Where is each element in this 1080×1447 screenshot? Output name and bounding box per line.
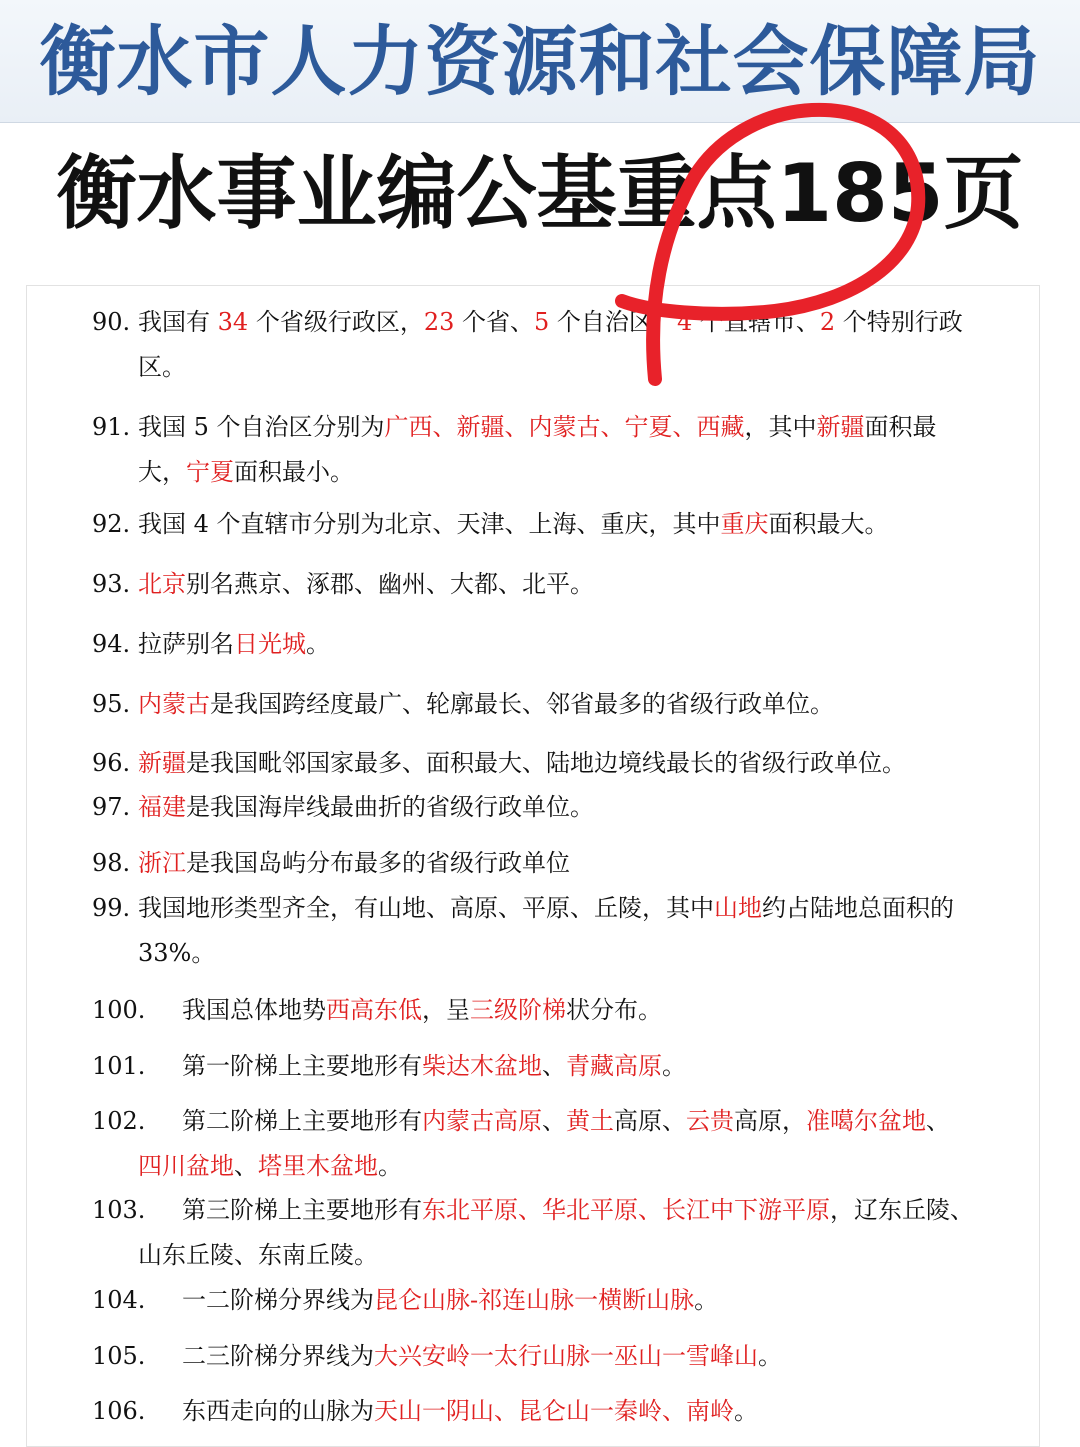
item-text (92, 1188, 1012, 1278)
item-text (92, 785, 1012, 830)
body-text: 我国地形类型齐全，有山地、高原、平原、丘陵，其中 (138, 894, 714, 922)
item-line (138, 502, 1012, 547)
body-text: 我国有 (138, 308, 218, 336)
item-line (92, 1144, 1012, 1189)
body-text: 别名燕京、涿郡、幽州、大都、北平。 (186, 570, 594, 598)
body-text: ，呈 (422, 996, 470, 1024)
item-number: 92. (92, 510, 131, 538)
item-line (138, 622, 1012, 667)
item-line (138, 682, 1012, 727)
list-item (92, 841, 1012, 886)
item-number: 99. (92, 894, 131, 922)
body-text: 。 (662, 1052, 686, 1080)
highlight-text: 内蒙古高原 (422, 1107, 542, 1135)
list-item (92, 1334, 1012, 1379)
item-text (92, 988, 1012, 1033)
body-text: 第二阶梯上主要地形有 (182, 1107, 422, 1135)
body-text: 。 (694, 1286, 719, 1314)
item-number: 97. (92, 793, 131, 821)
list-item (92, 785, 1012, 830)
list-item (92, 1099, 1012, 1189)
list-item (92, 562, 1012, 607)
item-number: 94. (92, 630, 131, 658)
highlight-text: 天山一阴山、昆仑山一秦岭、南岭 (374, 1397, 734, 1425)
body-text: 大， (138, 458, 186, 486)
highlight-text: 内蒙古 (138, 690, 210, 718)
highlight-text: 重庆 (720, 510, 769, 538)
highlight-text: 四川盆地 (138, 1152, 234, 1180)
item-text (92, 1044, 1012, 1089)
item-line (138, 562, 1012, 607)
highlight-text: 广西、新疆、内蒙古、宁夏、西藏 (384, 413, 745, 441)
body-text: 是我国岛屿分布最多的省级行政单位 (186, 849, 570, 877)
item-number: 96. (92, 749, 131, 777)
body-text: 二三阶梯分界线为 (182, 1342, 374, 1370)
item-number: 98. (92, 849, 131, 877)
highlight-text: 青藏高原 (566, 1052, 662, 1080)
highlight-text: 日光城 (234, 630, 306, 658)
agency-name: 衡水市人力资源和社会保障局 (39, 17, 1041, 106)
list-item (92, 1044, 1012, 1089)
item-text (92, 1278, 1012, 1323)
item-line (138, 931, 1012, 976)
body-text: 是我国跨经度最广、轮廓最长、邻省最多的省级行政单位。 (210, 690, 834, 718)
body-text: 我国 4 个直辖市分别为北京、天津、上海、重庆，其中 (138, 510, 721, 538)
item-line (92, 1099, 1012, 1144)
body-text: 、 (542, 1052, 566, 1080)
body-text: 第一阶梯上主要地形有 (182, 1052, 422, 1080)
highlight-text: 北京 (138, 570, 186, 598)
body-text: 、 (234, 1152, 258, 1180)
item-text (92, 886, 1012, 976)
body-text: 高原、 (614, 1107, 686, 1135)
highlight-text: 准噶尔盆地 (806, 1107, 926, 1135)
item-text (92, 405, 1012, 495)
item-number: 103. (92, 1196, 146, 1224)
body-text: 状分布。 (566, 996, 662, 1024)
item-number: 95. (92, 690, 131, 718)
body-text: 是我国海岸线最曲折的省级行政单位。 (186, 793, 594, 821)
list-item (92, 405, 1012, 495)
item-line (92, 1188, 1012, 1233)
body-text: 。 (758, 1342, 782, 1370)
list-item (92, 622, 1012, 667)
item-line (92, 1334, 1012, 1379)
highlight-text: 浙江 (138, 849, 186, 877)
body-text: 第三阶梯上主要地形有 (182, 1196, 422, 1224)
highlight-text: 福建 (138, 793, 186, 821)
item-number: 102. (92, 1107, 146, 1135)
body-text: 个自治区、 (549, 308, 677, 336)
body-text: 。 (734, 1397, 758, 1425)
list-item (92, 988, 1012, 1033)
item-line (92, 1233, 1012, 1278)
item-line (138, 741, 1012, 786)
item-line (92, 1389, 1012, 1434)
body-text: 、 (926, 1107, 950, 1135)
highlight-text: 云贵 (686, 1107, 734, 1135)
highlight-text: 东北平原、华北平原、长江中下游平原 (422, 1196, 830, 1224)
highlight-text: 黄土 (566, 1107, 614, 1135)
body-text: 我国总体地势 (182, 996, 326, 1024)
item-text (92, 502, 1012, 547)
body-text: 是我国毗邻国家最多、面积最大、陆地边境线最长的省级行政单位。 (186, 749, 906, 777)
item-text (92, 562, 1012, 607)
item-text (92, 841, 1012, 886)
highlight-text: 塔里木盆地 (258, 1152, 378, 1180)
item-line (138, 841, 1012, 886)
item-text (92, 741, 1012, 786)
list-item (92, 1278, 1012, 1323)
item-text (92, 682, 1012, 727)
body-text: 我国 5 个自治区分别为 (138, 413, 385, 441)
highlight-text: 宁夏 (186, 458, 234, 486)
body-text: 区。 (138, 353, 186, 381)
list-item (92, 741, 1012, 786)
item-text (92, 1099, 1012, 1189)
item-number: 105. (92, 1342, 146, 1370)
item-number: 101. (92, 1052, 146, 1080)
highlight-text: 23 (423, 308, 455, 336)
item-text (92, 1334, 1012, 1379)
highlight-text: 大兴安岭一太行山脉一巫山一雪峰山 (374, 1342, 758, 1370)
highlight-text: 34 (217, 308, 249, 336)
highlight-text: 新疆 (816, 413, 865, 441)
body-text: 个直辖市、 (692, 308, 820, 336)
item-line (92, 988, 1012, 1033)
list-item (92, 682, 1012, 727)
highlight-text: 4 (676, 308, 693, 336)
highlight-text: 三级阶梯 (470, 996, 566, 1024)
body-text: 约占陆地总面积的 (762, 894, 954, 922)
body-text: 。 (306, 630, 330, 658)
body-text: 山东丘陵、东南丘陵。 (138, 1241, 378, 1269)
item-number: 93. (92, 570, 131, 598)
body-text: 面积最小。 (234, 458, 354, 486)
body-text: 个特别行政 (835, 308, 963, 336)
body-text: ，其中 (744, 413, 817, 441)
item-line (138, 405, 1012, 450)
body-text: 东西走向的山脉为 (182, 1397, 374, 1425)
list-item (92, 502, 1012, 547)
list-item (92, 1389, 1012, 1434)
highlight-text: 2 (819, 308, 836, 336)
body-text: 个省级行政区， (248, 308, 424, 336)
body-text: 拉萨别名 (138, 630, 234, 658)
item-text (92, 1389, 1012, 1434)
body-text: 、 (542, 1107, 566, 1135)
list-item (92, 1188, 1012, 1278)
item-number: 104. (92, 1286, 146, 1314)
highlight-text: 昆仑山脉-祁连山脉一横断山脉 (374, 1286, 695, 1314)
item-line (138, 450, 1012, 495)
highlight-text: 新疆 (138, 749, 186, 777)
item-text (92, 622, 1012, 667)
highlight-text: 山地 (714, 894, 762, 922)
body-text: 高原， (734, 1107, 806, 1135)
highlight-text: 西高东低 (326, 996, 422, 1024)
highlight-text: 柴达木盆地 (422, 1052, 542, 1080)
item-number: 90. (92, 308, 131, 336)
item-number: 91. (92, 413, 131, 441)
body-text: 面积最 (864, 413, 937, 441)
list-item (92, 886, 1012, 976)
item-number: 106. (92, 1397, 146, 1425)
body-text: 。 (378, 1152, 402, 1180)
body-text: 个省、 (454, 308, 535, 336)
red-ink-annotation (600, 96, 940, 396)
item-line (138, 886, 1012, 931)
item-line (92, 1278, 1012, 1323)
body-text: 一二阶梯分界线为 (182, 1286, 374, 1314)
highlight-text: 5 (534, 308, 550, 336)
body-text: 面积最大。 (768, 510, 889, 538)
item-line (138, 785, 1012, 830)
body-text: 33%。 (138, 939, 216, 967)
document-title: 衡水事业编公基重点185页 (56, 147, 1024, 240)
item-number: 100. (92, 996, 146, 1024)
item-line (92, 1044, 1012, 1089)
body-text: ，辽东丘陵、 (830, 1196, 974, 1224)
